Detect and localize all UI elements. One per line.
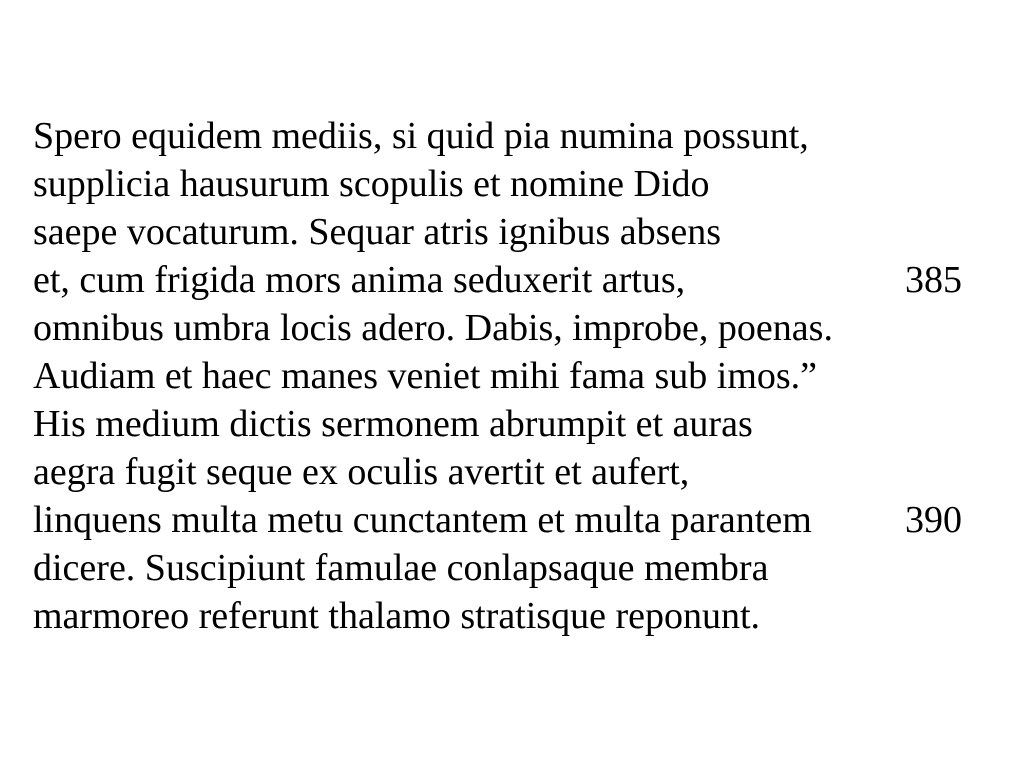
verse-text: Audiam et haec manes veniet mihi fama sub imos.” xyxy=(33,355,818,397)
verse-line xyxy=(33,352,962,400)
verse-text: et, cum frigida mors anima seduxerit artus, xyxy=(33,259,686,301)
verse-text: dicere. Suscipiunt famulae conlapsaque membra xyxy=(33,547,769,589)
verse-text: omnibus umbra locis adero. Dabis, improbe, poenas. xyxy=(33,307,833,349)
line-number: 385 xyxy=(905,259,962,301)
verse-line xyxy=(33,256,962,304)
verse-line xyxy=(33,304,962,352)
verse-text: marmoreo referunt thalamo stratisque reponunt. xyxy=(33,595,761,637)
verse-text-block xyxy=(33,112,962,640)
verse-line xyxy=(33,592,962,640)
verse-text: supplicia hausurum scopulis et nomine Dido xyxy=(33,163,710,205)
verse-line xyxy=(33,496,962,544)
verse-line xyxy=(33,400,962,448)
verse-line xyxy=(33,112,962,160)
verse-text: linquens multa metu cunctantem et multa parantem xyxy=(33,499,812,541)
verse-line xyxy=(33,448,962,496)
verse-line xyxy=(33,544,962,592)
verse-text: saepe vocaturum. Sequar atris ignibus absens xyxy=(33,211,722,253)
verse-line xyxy=(33,160,962,208)
verse-text: His medium dictis sermonem abrumpit et auras xyxy=(33,403,753,445)
verse-line xyxy=(33,208,962,256)
verse-text: Spero equidem mediis, si quid pia numina possunt, xyxy=(33,115,809,157)
verse-text: aegra fugit seque ex oculis avertit et aufert, xyxy=(33,451,690,493)
line-number: 390 xyxy=(905,499,962,541)
